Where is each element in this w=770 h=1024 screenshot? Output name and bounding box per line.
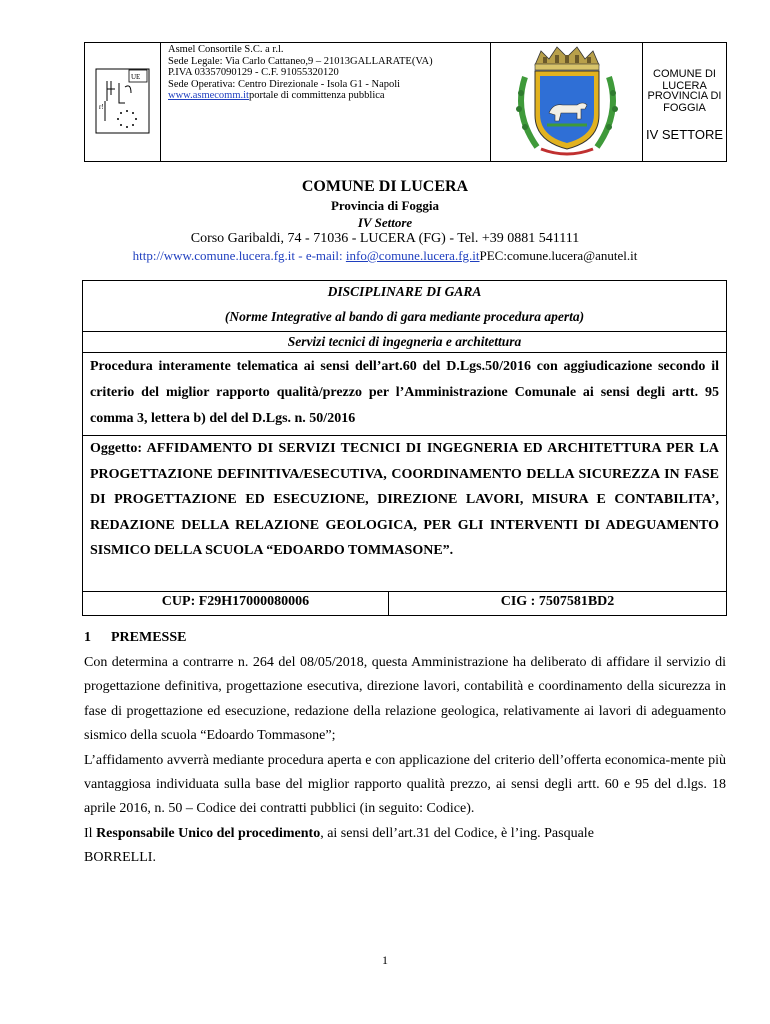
section-body — [84, 651, 726, 871]
asmel-line: Asmel Consortile S.C. a r.l. — [168, 44, 284, 55]
rup-rest: , ai sensi dell’art.31 del Codice, è l’ing. Pasquale — [320, 825, 594, 841]
letterhead-contacts — [0, 248, 770, 264]
page-number: 1 — [382, 953, 388, 967]
comune-header-cell — [643, 43, 726, 161]
asmel-line: Sede Operativa: Centro Direzionale - Isola G1 - Napoli — [168, 78, 401, 90]
email-link[interactable]: info@comune.lucera.fg.it — [345, 248, 480, 263]
letterhead-settore: IV Settore — [357, 215, 413, 230]
coat-of-arms-cell — [491, 43, 643, 161]
paragraph-rup — [84, 822, 726, 846]
disciplinare-title-row — [83, 281, 726, 332]
disciplinare-title: DISCIPLINARE DI GARA — [327, 284, 482, 299]
asmel-info — [168, 44, 486, 102]
section-heading — [84, 630, 186, 646]
disciplinare-box — [82, 280, 727, 616]
paragraph: Con determina a contrarre n. 264 del 08/05/2018, questa Amministrazione ha deliberato di affidare il servizio di progettazione definitiva, progettazione esecutiva, direzione lavori, contabilità e coordinamento della sicurezza in fase di progettazione ed esecuzione, redazione della relazione geologica, relativamente ai lavori di adeguamento sismico della scuola “Edoardo Tommasone”; — [84, 655, 726, 744]
asmel-portal-line — [168, 90, 486, 102]
cup-code: CUP: F29H17000080006 — [83, 592, 389, 616]
letterhead-title: COMUNE DI LUCERA — [301, 178, 469, 195]
servizi-row: Servizi tecnici di ingegneria e architettura — [83, 332, 726, 353]
svg-text:UE: UE — [131, 73, 141, 81]
asmel-logo-cell — [85, 43, 161, 161]
cig-code: CIG : 7507581BD2 — [500, 594, 615, 609]
website-link[interactable]: http://www.comune.lucera.fg.it - e-mail: — [132, 248, 346, 263]
asmel-line: Sede Legale: Via Carlo Cattaneo,9 – 21013GALLARATE(VA) — [168, 55, 433, 67]
letterhead-provincia: Provincia di Foggia — [330, 198, 440, 213]
paragraph-rup-name: BORRELLI. — [84, 850, 156, 866]
header-provincia: PROVINCIA DI FOGGIA — [647, 90, 722, 114]
codes-row — [83, 592, 726, 616]
rup-bold: Responsabile Unico del procedimento — [96, 825, 321, 841]
asmel-info-cell — [161, 43, 491, 161]
pec-address: PEC:comune.lucera@anutel.it — [479, 248, 638, 263]
header-comune: COMUNE DI LUCERA — [653, 68, 716, 92]
coat-of-arms-icon — [491, 43, 643, 161]
section-number: 1 — [84, 630, 91, 645]
procedura-row: Procedura interamente telematica ai sensi dell’art.60 del D.Lgs.50/2016 con aggiudicazione secondo il criterio del miglior rapporto qualità/prezzo per l’Amministrazione Comunale ai sensi degli artt. 95 comma 3, lettera b) del del D.Lgs. n. 50/2016 — [83, 353, 726, 436]
oggetto-row: Oggetto: AFFIDAMENTO DI SERVIZI TECNICI DI INGEGNERIA ED ARCHITETTURA PER LA PROGETTAZIONE DEFINITIVA/ESECUTIVA, COORDINAMENTO DELLA SICUREZZA IN FASE DI PROGETTAZIONE ED ESECUZIONE, DIREZIONE LAVORI, MISURA E CONTABILITA’, REDAZIONE DELLA RELAZIONE GEOLOGICA, PER GLI INTERVENTI DI ADEGUAMENTO SISMICO DELLA SCUOLA “EDOARDO TOMMASONE”. — [83, 436, 726, 592]
paragraph: L’affidamento avverrà mediante procedura aperta e con applicazione del criterio dell’offerta economica-mente più vantaggiosa individuata sulla base del miglior rapporto qualità prezzo, ai sensi degli artt. 60 e 95 del d.lgs. 18 aprile 2016, n. 50 – Codice dei contratti pubblici (in seguito: Codice). — [84, 752, 726, 817]
header-settore: IV SETTORE — [645, 127, 724, 142]
letterhead-address: Corso Garibaldi, 74 - 71036 - LUCERA (FG) - Tel. +39 0881 541111 — [190, 231, 580, 246]
asmel-logo — [85, 43, 161, 161]
rup-prefix: Il — [84, 825, 97, 841]
header-table — [84, 42, 727, 162]
svg-text:r!: r! — [99, 103, 104, 111]
asmel-line: P.IVA 03357090129 - C.F. 91055320120 — [168, 67, 339, 79]
asmel-link-suffix: portale di committenza pubblica — [248, 90, 385, 102]
asmel-link[interactable]: www.asmecomm.it — [168, 90, 249, 102]
disciplinare-subtitle: (Norme Integrative al bando di gara mediante procedura aperta) — [224, 309, 585, 324]
section-title: PREMESSE — [111, 630, 187, 645]
